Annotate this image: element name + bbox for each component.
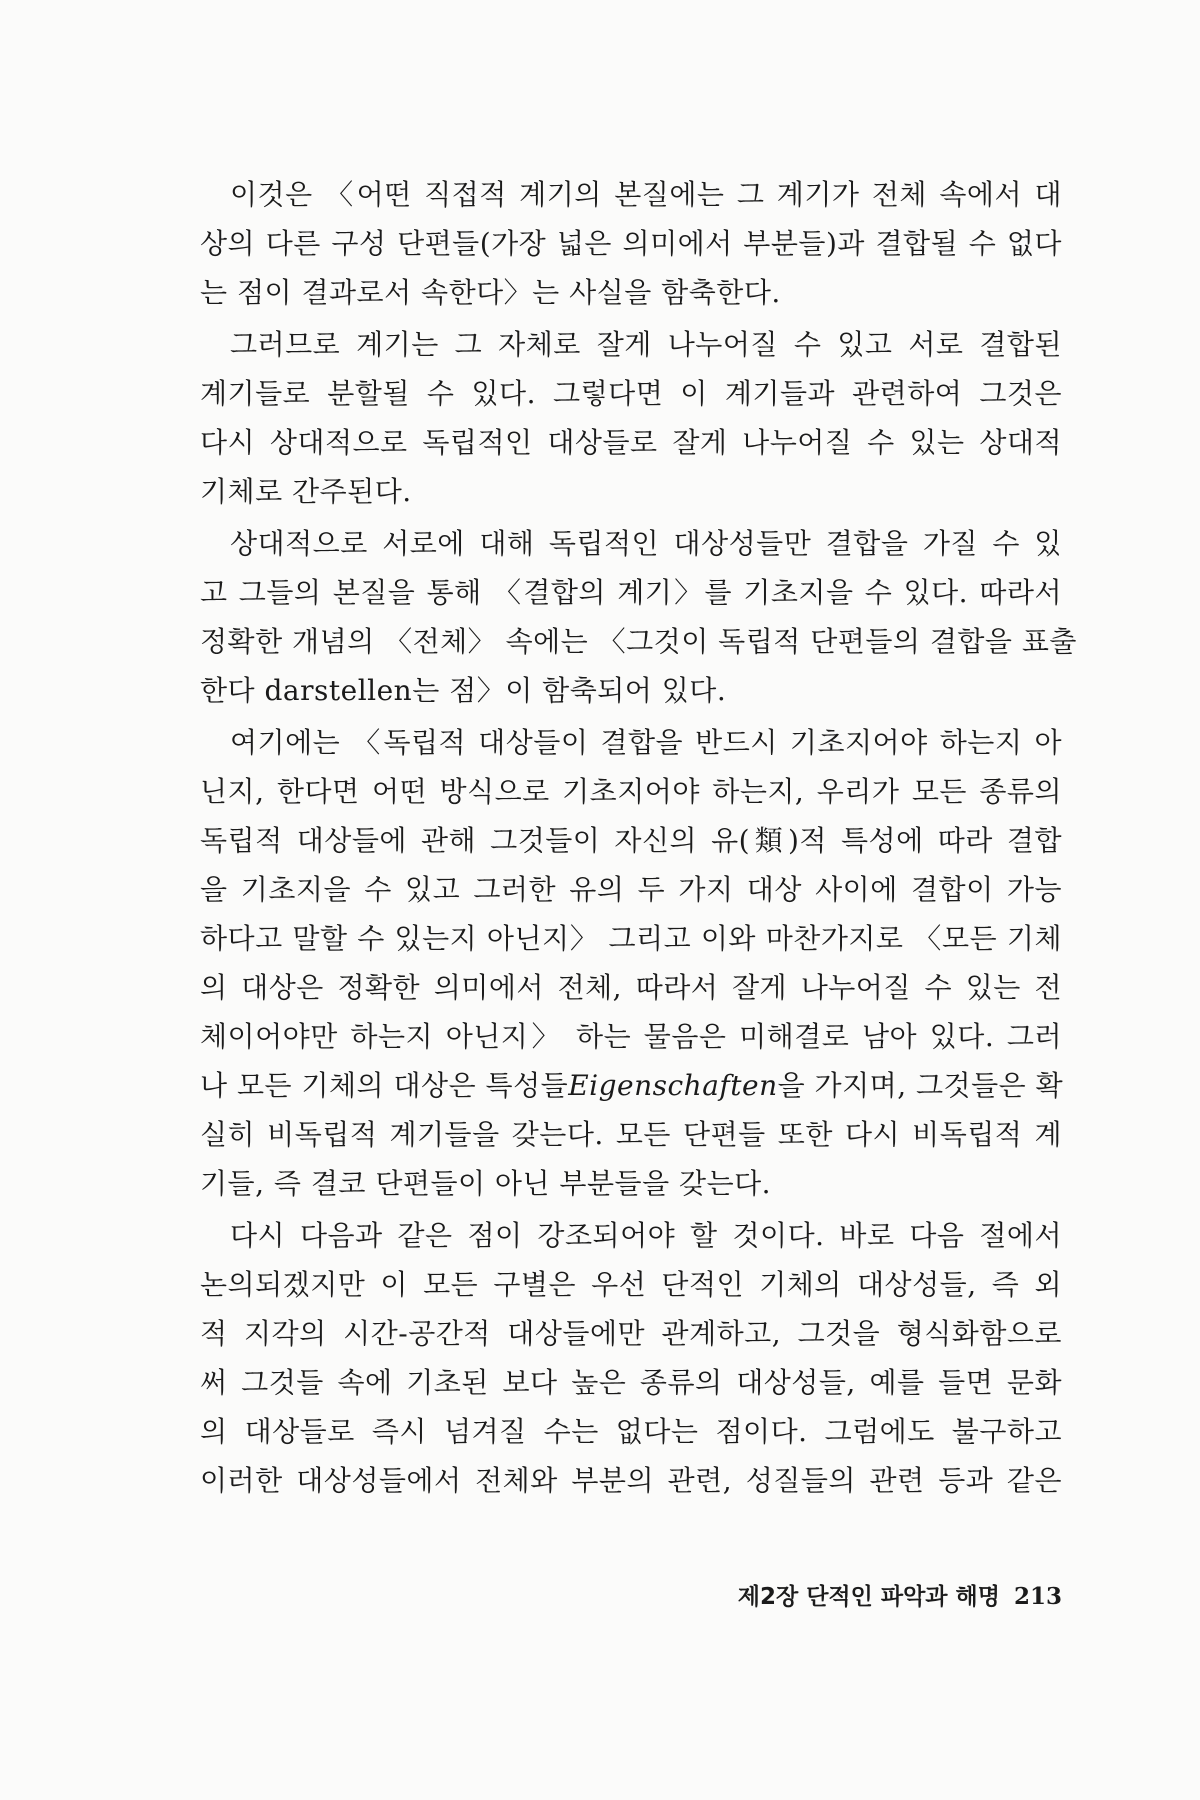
text-line: 고 그들의 본질을 통해 〈결합의 계기〉를 기초지을 수 있다. 따라서 [200, 576, 1062, 609]
body-text [200, 170, 1077, 1505]
text-line: 을 기초지을 수 있고 그러한 유의 두 가지 대상 사이에 결합이 가능 [200, 873, 1062, 906]
text-line: 독립적 대상들에 관해 그것들이 자신의 유(類)적 특성에 따라 결합 [200, 824, 1062, 857]
text-line: 상의 다른 구성 단편들(가장 넓은 의미에서 부분들)과 결합될 수 없다 [200, 227, 1062, 260]
text-line: 계기들로 분할될 수 있다. 그렇다면 이 계기들과 관련하여 그것은 [200, 377, 1062, 410]
text-line: 닌지, 한다면 어떤 방식으로 기초지어야 하는지, 우리가 모든 종류의 [200, 775, 1062, 808]
paragraph [200, 718, 1062, 1208]
italic-term: Eigenschaften [568, 1069, 778, 1102]
running-footer [680, 1578, 1062, 1611]
text-line: 는 점이 결과로서 속한다〉는 사실을 함축한다. [200, 276, 781, 309]
text-line: 논의되겠지만 이 모든 구별은 우선 단적인 기체의 대상성들, 즉 외 [200, 1268, 1062, 1301]
text-line: 여기에는 〈독립적 대상들이 결합을 반드시 기초지어야 하는지 아 [230, 726, 1062, 759]
text-line: 한다 darstellen는 점〉이 함축되어 있다. [200, 674, 727, 707]
paragraph [200, 1211, 1062, 1505]
text-line: 그러므로 계기는 그 자체로 잘게 나누어질 수 있고 서로 결합된 [230, 328, 1062, 361]
text-line: 적 지각의 시간-공간적 대상들에만 관계하고, 그것을 형식화함으로 [200, 1317, 1062, 1350]
text-line: 상대적으로 서로에 대해 독립적인 대상성들만 결합을 가질 수 있 [230, 527, 1062, 560]
text-line: 이러한 대상성들에서 전체와 부분의 관련, 성질들의 관련 등과 같은 [200, 1464, 1062, 1497]
text-line: 의 대상들로 즉시 넘겨질 수는 없다는 점이다. 그럼에도 불구하고 [200, 1415, 1062, 1448]
text-line: 하다고 말할 수 있는지 아닌지〉 그리고 이와 마찬가지로 〈모든 기체 [200, 922, 1062, 955]
text-line: 다시 다음과 같은 점이 강조되어야 할 것이다. 바로 다음 절에서 [230, 1219, 1062, 1252]
text-segment: 나 모든 기체의 대상은 특성들 [200, 1069, 569, 1102]
text-line: 이것은 〈어떤 직접적 계기의 본질에는 그 계기가 전체 속에서 대 [230, 178, 1062, 211]
text-line: 기체로 간주된다. [200, 475, 412, 508]
text-line: 체이어야만 하는지 아닌지〉 하는 물음은 미해결로 남아 있다. 그러 [200, 1020, 1062, 1053]
text-line-with-italic [200, 1061, 1062, 1110]
text-line: 정확한 개념의 〈전체〉 속에는 〈그것이 독립적 단편들의 결합을 표출 [200, 625, 1077, 658]
text-line: 실히 비독립적 계기들을 갖는다. 모든 단편들 또한 다시 비독립적 계 [200, 1118, 1062, 1151]
chapter-title: 제2장 단적인 파악과 해명 [737, 1584, 1000, 1610]
text-line: 써 그것들 속에 기초된 보다 높은 종류의 대상성들, 예를 들면 문화 [200, 1366, 1062, 1399]
text-line: 기들, 즉 결코 단편들이 아닌 부분들을 갖는다. [200, 1167, 772, 1200]
text-segment: 을 가지며, 그것들은 확 [777, 1069, 1064, 1102]
paragraph [200, 519, 1077, 715]
text-line: 의 대상은 정확한 의미에서 전체, 따라서 잘게 나누어질 수 있는 전 [200, 971, 1062, 1004]
page-number: 213 [1013, 1583, 1062, 1610]
paragraph [200, 170, 1062, 317]
text-line: 다시 상대적으로 독립적인 대상들로 잘게 나누어질 수 있는 상대적 [200, 426, 1062, 459]
paragraph [200, 320, 1062, 516]
